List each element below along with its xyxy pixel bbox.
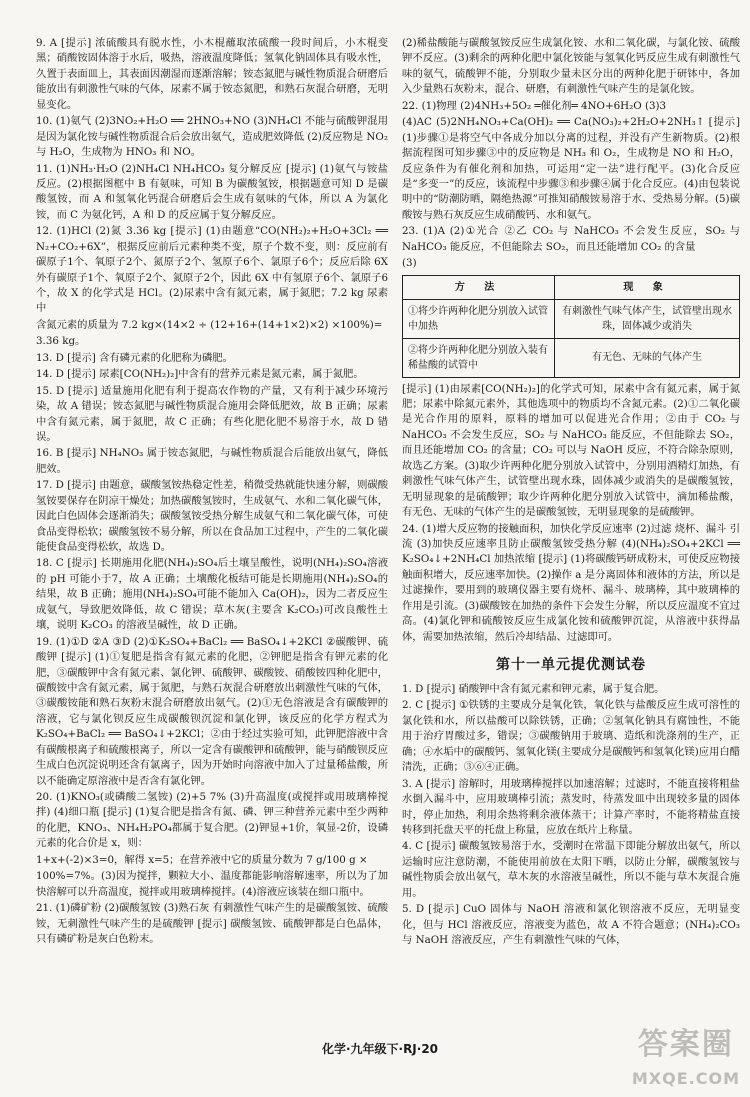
table-cell-method: ②将少许两种化肥分别放入装有稀盐酸的试管中 bbox=[403, 338, 555, 377]
answer-paragraph: 20. (1)KNO₃(或磷酸二氢铵) (2)+5 7% (3)升高温度(或搅拌或用玻璃棒搅拌) (4)细口瓶 [提示] (1)复合肥是指含有氮、磷、钾三种营养元素中至少两种的化肥，KNO₃、NH₄H₂PO₄都属于复合肥。(2)钾显+1价，氧显-2价，设磷元素的化合价是 x，则： bbox=[36, 791, 388, 850]
watermark-logo bbox=[632, 1022, 740, 1091]
answer-paragraph: 23. (1)A (2)①光合 ②乙 CO₂ 与 NaHCO₃ 不会发生反应，SO₂ 与 NaHCO₃ 能反应，不但能除去 SO₂，而且还能增加 CO₂ 的含量 bbox=[402, 225, 740, 253]
answer-paragraph: 1. D [提示] 硝酸钾中含有氮元素和钾元素，属于复合肥。 bbox=[402, 683, 665, 695]
right-column-top bbox=[402, 36, 740, 272]
answer-paragraph: 1+x+(-2)×3=0，解得 x=5；在营养液中它的质量分数为 7 g/100 g × bbox=[36, 853, 368, 866]
answer-paragraph: (3) bbox=[402, 257, 417, 270]
answer-paragraph: 13. D [提示] 含有磷元素的化肥称为磷肥。 bbox=[36, 351, 233, 364]
answer-paragraph: 14. D [提示] 尿素[CO(NH₂)₂]中含有的营养元素是氮元素，属于氮肥。 bbox=[36, 368, 364, 381]
answer-paragraph: 12. (1)HCl (2)氮 3.36 kg [提示] (1)由题意“CO(NH₂)₂+H₂O+3Cl₂ ══ N₂+CO₂+6X”，根据反应前后元素种类不变，原子个数不变，则：反应前有碳原子1个、氧原子2个、氮原子2个、氢原子6个、氯原子6个；反应后除 6X 外有碳原子1个、氧原子2个、氮原子2个，因此 6X 中有氢原子6个、氯原子6个，故 X 的化学式是 HCl。(2)尿素中含有氮元素，属于氮肥；7.2 kg 尿素中 bbox=[36, 225, 388, 315]
answer-paragraph: 19. (1)①D ②A ③D (2)①K₂SO₄+BaCl₂ ══ BaSO₄↓+2KCl ②碳酸钾、硫酸钾 [提示] (1)①复肥是指含有氮元素的化肥，②钾肥是指含有钾元素的化肥，③碳酸钾中含有氮元素、氯化钾、硫酸钾、碳酸铵、硝酸铵四种化肥中，碳酸铵中含有氮元素，属于氮肥，与熟石灰混合研磨放出刺激性气味的气体，③碳酸铵能和熟石灰粉末混合研磨放出氨气。(2)①无色溶液是含有碳酸钾的溶液，它与氯化钡反应生成碳酸钡沉淀和氯化钾，该反应的化学方程式为 K₂SO₄+BaCl₂ ══ BaSO₄↓+2KCl；②由于经过实验可知，此钾肥溶液中含有碳酸根离子和硫酸根离子，所以一定含有碳酸钾和硫酸钾，能与硝酸钡反应生成白色沉淀说明还含有氯离子，因为开始时向溶液中加入了过量稀盐酸，所以不能确定原溶液中是否含有氯化钾。 bbox=[36, 635, 388, 787]
right-column-section bbox=[402, 682, 740, 948]
table-header-row bbox=[403, 275, 740, 299]
right-column-bottom bbox=[402, 382, 740, 645]
answer-paragraph: 24. (1)增大反应物的接触面积，加快化学反应速率 (2)过滤 烧杯、漏斗 引流 (3)加快反应速率且防止碳酸氢铵受热分解 (4)(NH₄)₂SO₄+2KCl ══ K₂SO₄↓+2NH₄Cl 加热浓缩 [提示] (1)将碳酸钙研成粉末，可使反应物接触面积增大，反应速率加快。(2)操作 a 是分离固体和液体的方法，所以是过滤操作，要用到的玻璃仪器主要有烧杯、漏斗、玻璃棒，其中玻璃棒的作用是引流。(3)碳酸铵在加热的条件下会发生分解，所以反应温度不宜过高。(4)氯化钾和硫酸铵反应生成氯化铵和硫酸钾沉淀，从溶液中获得晶体，需要加热浓缩，然后冷却结晶、过滤即可。 bbox=[402, 522, 740, 643]
answer-paragraph: [提示] (1)由尿素[CO(NH₂)₂]的化学式可知，尿素中含有氮元素，属于氮肥；尿素中除氮元素外，其他选项中的物质均不含氮元素。(2)①二氧化碳是光合作用的原料，原料的增加可以促进光合作用；②由于 CO₂ 与 NaHCO₃ 不会发生反应，SO₂ 与 NaHCO₃ 能反应，不但能除去 SO₂，而且还能增加 CO₂ 的含量；CO₂ 可以与 NaOH 反应，不符合除杂原则，故选乙方案。(3)取少许两种化肥分别放入试管中，分别用酒精灯加热，有刺激性气味气体产生，试管壁出现水珠，固体减少或消失的是碳酸氢铵，无明显现象的是硫酸钾；取少许两种化肥分别放入试管中，滴加稀盐酸，有无色、无味的气体产生的是碳酸氢铵，无明显现象的是硫酸钾。 bbox=[402, 382, 740, 519]
answer-paragraph: 含氮元素的质量为 7.2 kg×(14×2 ÷ (12+16+(14+1×2)×2) ×100%)= bbox=[36, 318, 383, 331]
table-cell-phenomenon: 有无色、无味的气体产生 bbox=[555, 338, 740, 377]
section-title: 第十一单元提优测试卷 bbox=[496, 657, 646, 673]
right-column bbox=[402, 36, 740, 949]
answer-paragraph: 18. C [提示] 长期施用化肥(NH₄)₂SO₄后土壤呈酸性，说明(NH₄)₂SO₄溶液的 pH 可能小于7，故 A 正确；土壤酸化板结可能是长期施用(NH₄)₂SO₄的结果，故 B 正确；施用(NH₄)₂SO₄可能不能加入 Ca(OH)₂，因为二者反应生成氨气，导致肥效降低，故 C 错误；草木灰(主要含 K₂CO₃)可改良酸性土壤，说明 K₂CO₃ 的溶液呈碱性，故 D 正确。 bbox=[36, 557, 388, 632]
answer-paragraph: 17. D [提示] 由题意，碳酸氢铵热稳定性差，稍微受热就能快速分解，则碳酸氢铵要保存在阴凉干燥处；加热碳酸氢铵时，生成氨气、水和二氧化碳气体，因此白色固体会逐渐消失；碳酸氢铵受热分解生成氨气和二氧化碳气体，可使食品变得松软；碳酸氢铵不易分解，所以在食品加工过程中，产生的二氧化碳能使食品变得松软，故选 D。 bbox=[36, 479, 388, 553]
watermark-text: 答案圈 bbox=[637, 1027, 734, 1062]
table-header-method: 方 法 bbox=[403, 275, 555, 299]
answer-paragraph: 10. (1)氨气 (2)3NO₂+H₂O ══ 2HNO₃+NO (3)NH₄Cl 不能与硫酸钾混用是因为氯化铵与碱性物质混合后会放出氨气，造成肥效降低 (2)反应物是 NO₂ 与 H₂O，生成物为 HNO₃ 和 NO。 bbox=[36, 115, 388, 159]
answer-table bbox=[402, 275, 740, 378]
answer-paragraph: (4)AC (5)2NH₄NO₃+Ca(OH)₂ ══ Ca(NO₃)₂+2H₂O+2NH₃↑ [提示] (1)步骤①是将空气中各成分加以分离的过程，并没有产生新物质。(2)根据流程图可知步骤③中的反应物是 NH₃ 和 O₂，生成物是 NO 和 H₂O，反应条件为有催化剂和加热，可运用“定一法”进行配平。(3)化合反应是“多变一”的反应，该流程中步骤③和步骤④属于化合反应。(4)由包装说明中的“防潮防晒，隔绝热源”可推知硝酸铵易溶于水、受热易分解。(5)碳酸铵与熟石灰反应生成硝酸钙、水和氨气。 bbox=[402, 116, 740, 221]
answer-paragraph: 5. D [提示] CuO 固体与 NaOH 溶液和氯化钡溶液不反应，无明显变化，但与 HCl 溶液反应，溶液变为蓝色，故 A 不符合题意；(NH₄)₂CO₃ 与 NaOH 溶液反应，产生有刺激性气味的气体， bbox=[402, 903, 740, 946]
table-row bbox=[403, 338, 740, 377]
answer-paragraph: 100%=7%。(3)因为搅拌，颗粒大小、温度都能影响溶解速率，所以为了加快溶解可以升高温度，搅拌或用玻璃棒搅拌。(4)溶液应该装在细口瓶中。 bbox=[36, 870, 388, 898]
table-header-phenomenon: 现 象 bbox=[555, 275, 740, 299]
answer-paragraph: 3.36 kg。 bbox=[36, 335, 86, 348]
answer-paragraph: 15. D [提示] 适量施用化肥有利于提高农作物的产量，又有利于减少环境污染，故 A 错误；铵态氮肥与碱性物质混合施用会降低肥效，故 B 正确；尿素中含有氮元素，属于氮肥，故 C 正确；有些化肥化肥不易溶于水，故 D 错误。 bbox=[36, 384, 388, 443]
left-column bbox=[36, 36, 388, 948]
answer-paragraph: 21. (1)磷矿粉 (2)碳酸氢铵 (3)熟石灰 有刺激性气味产生的是碳酸氢铵、硫酸铵，无刺激性气味产生的是硫酸钾 [提示] 碳酸氢铵、硫酸钾都是白色晶体，只有磷矿粉是灰白色粉末。 bbox=[36, 902, 388, 945]
answer-paragraph: 22. (1)物理 (2)4NH₃+5O₂ ═催化剂═ 4NO+6H₂O (3)3 bbox=[402, 99, 667, 112]
answer-paragraph: 2. C [提示] ①铁锈的主要成分是氧化铁，氧化铁与盐酸反应生成可溶性的氯化铁和水，所以盐酸可以除铁锈，正确；②氢氧化钠具有腐蚀性，不能用于治疗胃酸过多，错误；③碳酸钠用于玻璃、造纸和洗涤剂的生产，正确；④水垢中的碳酸钙、氢氧化镁(主要成分是碳酸钙和氢氧化镁)应用白醋清洗，正确；③⑥④正确。 bbox=[402, 699, 740, 774]
answer-paragraph: 16. B [提示] NH₄NO₃ 属于铵态氮肥，与碱性物质混合后能放出氨气，降低肥效。 bbox=[36, 447, 388, 475]
table-cell-method: ①将少许两种化肥分别放入试管中加热 bbox=[403, 299, 555, 338]
table-cell-phenomenon: 有刺激性气味气体产生，试管壁出现水珠，固体减少或消失 bbox=[555, 299, 740, 338]
answer-paragraph: (2)稀盐酸能与碳酸氢铵反应生成氯化铵、水和二氧化碳，与氯化铵、硫酸钾不反应。(3)剩余的两种化肥中氯化铵能与氢氧化钙反应生成有刺激性气味的氨气，硫酸钾不能，分别取少量未区分出的两种化肥于研钵中，各加入少量熟石灰粉末，混合、研磨，有刺激性气味产生的是氯化铵。 bbox=[402, 37, 740, 96]
page-footer: 化学·九年级下·RJ·20 bbox=[321, 1042, 439, 1056]
answer-paragraph: 9. A [提示] 浓硫酸具有脱水性，小木棍蘸取浓硫酸一段时间后，小木棍变黑；硝酸铵固体溶于水后，吸热，溶液温度降低；氢氧化钠固体具有吸水性，久置于表面皿上，其表面因潮湿而逐渐溶解；铵态氮肥与碱性物质混合研磨后能放出有刺激性气味的气体，尿素不属于铵态氮肥，和熟石灰混合研磨，无明显变化。 bbox=[36, 37, 388, 111]
answer-paragraph: 3. A [提示] 溶解时，用玻璃棒搅拌以加速溶解；过滤时，不能直接将粗盐水倒入漏斗中，应用玻璃棒引流；蒸发时，待蒸发皿中出现较多量的固体时，停止加热，利用余热将剩余液体蒸干；计算产率时，不能将精盐直接转移到托盘天平的托盘上称量，应放在纸片上称量。 bbox=[402, 777, 740, 836]
watermark-url: MXQE.COM bbox=[631, 1069, 740, 1088]
answer-paragraph: 11. (1)NH₃·H₂O (2)NH₄Cl NH₄HCO₃ 复分解反应 [提示] (1)氨气与铵盐反应。(2)根据图框中 B 有氨味，可知 B 为碳酸氢铵，根据题意可知 D 是碳酸氢铵，而 A 和氢氧化钙混合研磨后会生成有氨味的气体，所以 A 为氯化铵，而 C 为氨化钙，A 和 D 的反应属于复分解反应。 bbox=[36, 162, 388, 221]
table-row bbox=[403, 299, 740, 338]
answer-paragraph: 4. C [提示] 碳酸氢铵易溶于水，受潮时在常温下即能分解放出氨气，所以运输时应注意防潮，不能使用前放在太阳下晒，以防止分解，碳酸氢铵与碱性物质会放出氨气，草木灰的水溶液呈碱性，所以不能与草木灰混合施用。 bbox=[402, 840, 740, 899]
